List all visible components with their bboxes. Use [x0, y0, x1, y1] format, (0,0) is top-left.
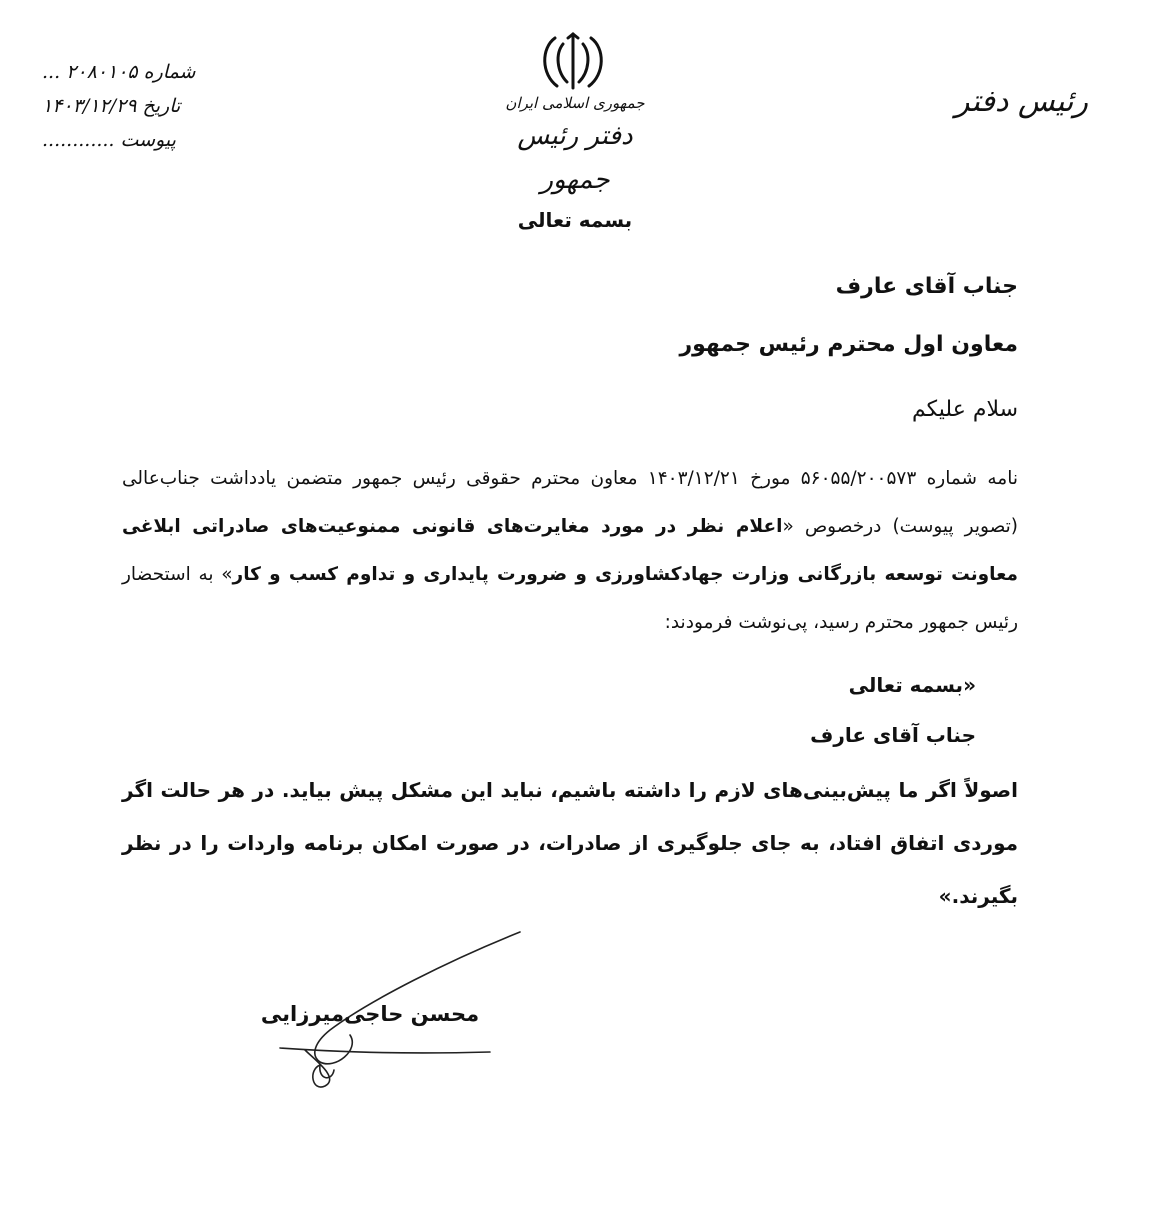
emblem-icon [535, 30, 611, 92]
letterhead [480, 92, 670, 202]
body-text-bold: اعلام نظر در مورد مغایرت‌های قانونی ممنوعیت‌های صادراتی ابلاغی معاونت توسعه بازرگانی وزارت جهادکشاورزی و ضرورت پایداری و تداوم کسب و کار [122, 516, 1018, 585]
body-text-2: » به استحضار رئیس جمهور محترم رسید، پی‌نوشت فرمودند: [122, 564, 1018, 633]
letterhead-office: دفتر رئیس جمهور [517, 121, 633, 195]
office-title: رئیس دفتر [955, 84, 1088, 119]
signer-name: محسن حاجی‌میرزایی [260, 1002, 480, 1026]
letter-date: تاریخ ۱۴۰۳/۱۲/۲۹ [42, 95, 181, 117]
quoted-note [122, 660, 1018, 923]
letter-attachment: پیوست ............ [42, 129, 176, 151]
quote-addressee: جناب آقای عارف [810, 723, 976, 747]
body-paragraph [122, 455, 1018, 647]
quote-invocation: «بسمه تعالی [848, 673, 976, 697]
greeting: سلام علیکم [911, 397, 1018, 422]
addressee-name: جناب آقای عارف [835, 274, 1018, 299]
addressee-title: معاون اول محترم رئیس جمهور [679, 332, 1018, 357]
letter-number: شماره ۲۰۸۰۱۰۵ ... [42, 61, 196, 83]
quote-body: اصولاً اگر ما پیش‌بینی‌های لازم را داشته باشیم، نباید این مشکل پیش بیاید. در هر حالت اگر موردی اتفاق افتاد، به جای جلوگیری از صادرات، در صورت امکان برنامه واردات را در نظر بگیرند.» [122, 778, 1018, 908]
letter-meta [42, 55, 232, 157]
invocation: بسمه تعالی [517, 208, 633, 232]
body-text-1: نامه شماره ۵۶۰۵۵/۲۰۰۵۷۳ مورخ ۱۴۰۳/۱۲/۲۱ معاون محترم حقوقی رئیس جمهور متضمن یادداشت جناب‌عالی (تصویر پیوست) درخصوص « [122, 468, 1019, 537]
letterhead-country: جمهوری اسلامی ایران [505, 94, 645, 112]
addressee [679, 258, 1018, 374]
